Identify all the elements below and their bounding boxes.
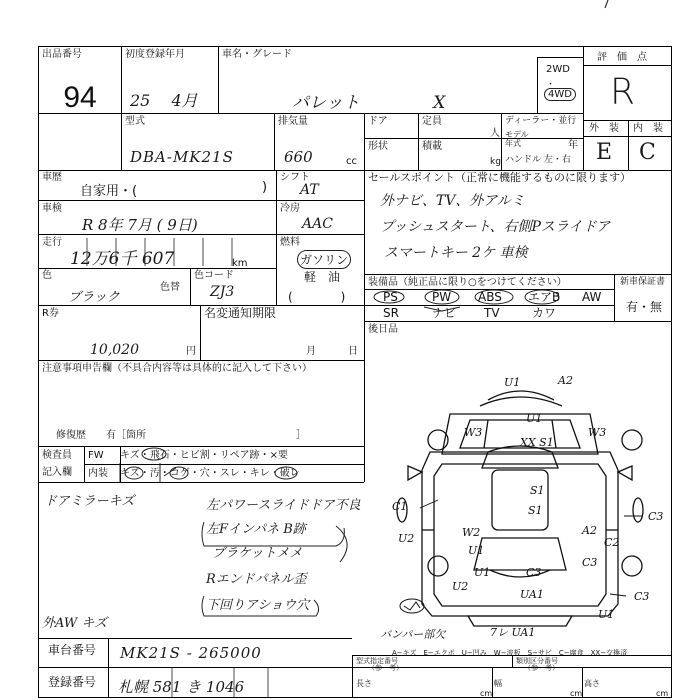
diagram-mark: U1 [468,544,485,557]
diagram-mark: C3 [634,590,650,603]
note-end-panel: Rエンドパネル歪 [206,572,307,587]
inspection-label: 車検 [42,203,62,214]
displacement-unit: cc [346,156,357,167]
name-value: パレット X [292,93,446,113]
fuel-gasoline-circled: ガソリン [297,250,351,269]
stray-mark [600,0,612,10]
note-panel: 左Fインパネ B跡 [206,522,306,537]
diagram-mark: S1 [530,484,545,497]
equip-aw: AW [582,290,602,304]
note-underbody: 下回りアショウ穴 [206,598,310,613]
grid-line [276,170,277,305]
damage-legend: A−キズ E−エクボ U−凹み W−波板 S−サビ C−腐食 XX−交換済 [392,649,628,657]
grid-line [38,482,364,483]
rear-seat-label: 後日品 [368,324,398,335]
shift-label: シフト [280,172,310,183]
registration-value: 札幌 581 き 1046 [118,678,245,696]
name-change-day: 日 [348,346,358,357]
diagram-mark: U1 [504,376,521,389]
color-code-label: 色コード [194,270,234,281]
note-brackets [196,512,366,622]
grid-line [537,57,583,58]
grid-line [274,113,275,170]
sales-line-3: スマートキー 2ケ 車検 [384,245,528,261]
note-slide-door: 左パワースライドドア不良 [206,498,361,513]
equip-pw: PW [432,290,452,304]
equipment-label: 装備品（純正品に限り○をつけてください） [368,277,567,288]
model-value: DBA-MK21S [130,148,234,166]
equip-airbag: エアB [528,290,561,304]
registration-boxes [108,667,352,698]
diagram-mark: UA1 [520,588,544,601]
diagram-mark: U2 [398,532,415,545]
name-change-month: 月 [306,346,316,357]
diagram-mark: U1 [474,566,491,579]
recycle-label: R券 [42,308,59,319]
grid-line [582,667,583,698]
grid-line [364,274,672,275]
model-label: 型式 [125,116,145,127]
note-mirror: ドアミラーキズ [44,494,135,509]
shift-value: AT [300,182,319,198]
inspector-label-2: 記入欄 [42,467,72,478]
handle-label: ハンドル 左・右 [505,155,571,165]
inspector-label-1: 検査員 [42,450,72,461]
spec-no-label: 型式指定番号 [356,657,398,665]
sales-line-1: 外ナビ、TV、外アルミ [380,193,525,209]
dim-height-label: 高さ [584,679,600,688]
grid-line [38,360,364,361]
load-label: 積載 [422,141,442,152]
grid-line [614,274,615,321]
diagram-mark: U2 [452,580,469,593]
inspector-fw: FW [88,450,104,461]
sales-label: セールスポイント（正常に機能するものに限ります） [368,171,632,184]
grid-line [120,446,121,482]
mileage-unit: km [232,258,248,269]
warranty-label: 新車保証書 [620,277,666,287]
grid-line [218,46,219,113]
equipment-marks [364,283,614,321]
grid-line [38,638,352,639]
diagram-mark: A2 [558,374,573,387]
dim-length-label: 長さ [356,679,372,688]
shape-label: 形状 [368,141,388,152]
car-condition-diagram [370,370,670,650]
history-prefix: 自家用・( [80,184,138,199]
diagram-mark: U1 [598,608,615,621]
grid-line [364,321,365,446]
grid-line [352,655,353,698]
inspector-fw-text: キズ・飛石・ヒビ割・リペア跡・×要 [120,450,288,461]
color-code-value: ZJ3 [210,284,235,300]
first-reg-label: 初度登録年月 [125,49,185,60]
diagram-mark: C3 [648,510,664,523]
score-value: R [610,72,636,113]
note-alloy-wheel: 外AW キズ [42,616,108,631]
equip-ps: PS [383,290,398,304]
model-year-label: モデル年式 [505,130,529,148]
drive-separator: ・ [546,80,556,90]
dim-width-label: 幅 [494,679,502,688]
ac-label: 冷房 [280,203,300,214]
diagram-mark: C1 [392,500,408,513]
diagram-mark: C2 [604,536,620,549]
grid-line [628,120,629,170]
displacement-value: 660 [284,148,313,166]
diagram-mark: バンパー部欠 [380,628,446,641]
chassis-value: MK21S - 265000 [120,644,262,662]
equip-leather: カワ [532,306,557,320]
equip-abs: ABS [478,290,502,304]
ac-value: AAC [302,216,333,232]
inspector-marks [84,446,364,482]
class-no-label: 類別区分番号 [516,657,558,665]
note-bracket: ブラケットメメ [212,546,303,561]
color-value: ブラック [68,290,120,305]
diagram-mark: A2 [582,524,597,537]
recycle-value: 10,020 [90,342,139,358]
color-change-label: 色替 [160,282,180,293]
grid-line [364,446,365,482]
class-no-ref: （参 考） [524,664,559,672]
fuel-diesel: 軽 油 [304,270,341,284]
grid-line [200,305,201,360]
inspector-int: 内装 [88,468,108,479]
diagram-mark: U1 [526,412,543,425]
fuel-paren: ( ) [288,290,346,304]
dim-width-unit: cm [570,689,583,698]
diagram-mark: W3 [588,426,607,439]
diagram-mark: W2 [462,526,481,539]
inspector-int-text: キズ・汚・コゲ・穴・スレ・キレ・破レ [120,468,300,479]
grid-line [38,305,364,306]
lot-number: 94 [63,81,97,114]
name-change-label: 名変通知期限 [204,306,277,320]
fuel-label: 燃料 [280,237,300,248]
diagram-mark: 7レ UA1 [490,626,536,639]
grid-line [537,57,538,113]
capacity-label: 定員 [422,116,442,127]
interior-label: 内 装 [633,123,663,134]
diagram-mark: C3 [526,566,542,579]
capacity-unit: 人 [490,128,500,139]
grid-line [418,113,419,170]
registration-label: 登録番号 [48,675,97,689]
color-label: 色 [42,270,52,281]
first-reg-value: 25 4月 [130,91,198,110]
drive-4wd-circled: 4WD [544,88,576,101]
grid-line [190,268,191,305]
dim-height-unit: cm [656,689,669,698]
history-label: 車歴 [42,172,62,183]
grid-line [276,200,364,201]
load-unit: kg [490,157,501,167]
grid-line [121,46,122,170]
diagram-mark: C3 [582,556,598,569]
diagram-mark: W3 [464,426,483,439]
exterior-grade: E [596,140,613,165]
grid-line [364,113,365,170]
mileage-value: 12万6千 607 [70,249,175,269]
grid-line [501,113,502,170]
equip-navi: ナビ [432,306,457,320]
exterior-label: 外 装 [589,123,619,134]
mileage-digit-boxes [60,236,270,268]
recycle-unit: 円 [186,346,196,357]
displacement-label: 排気量 [278,116,308,127]
diagram-mark: S1 [528,504,543,517]
score-label: 評 価 点 [597,52,647,63]
name-label: 車名・グレード [222,49,292,60]
mileage-label: 走行 [42,237,62,248]
grid-line [364,138,583,139]
grid-line [364,321,672,322]
warranty-value: 有・無 [626,300,663,314]
drive-2wd: 2WD [546,64,570,75]
grid-line [583,65,672,66]
history-suffix: ) [262,180,268,195]
dim-length-unit: cm [480,689,493,698]
grid-line [492,667,493,698]
model-year-unit: 年 [568,140,578,151]
grid-line [38,200,276,201]
equip-tv: TV [484,306,500,320]
inspection-value: R 8年 7月 ( 9日) [82,216,198,234]
sales-line-2: プッシュスタート、右側Pスライドア [380,219,611,235]
repair-history: 修復歴 有［箇所 ］ [56,430,306,441]
dealer-label: ディーラー・並行 [505,116,577,126]
diagram-mark: XX S1 [520,436,554,449]
lot-label: 出品番号 [42,49,82,60]
spec-no-ref: （参 考） [368,664,403,672]
equip-sr: SR [383,306,399,320]
door-label: ドア [368,116,388,127]
notes-label: 注意事項申告欄（不具合内容等は具体的に記入して下さい） [42,363,312,374]
interior-grade: C [639,140,656,165]
chassis-label: 車台番号 [48,643,97,657]
